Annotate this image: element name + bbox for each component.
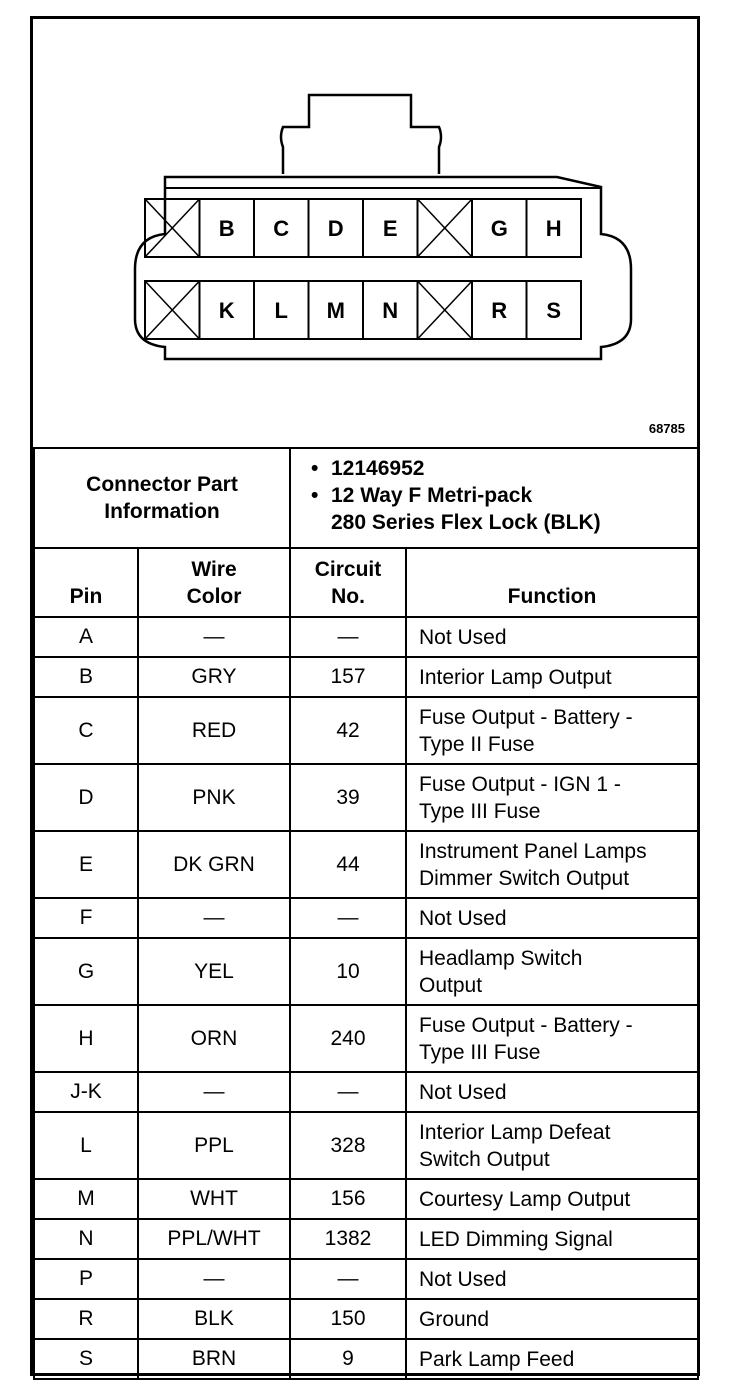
cavity-label: B: [218, 216, 235, 241]
pin-cell: L: [34, 1112, 138, 1179]
circuit-cell: 39: [290, 764, 406, 831]
function-line: Interior Lamp Output: [419, 665, 612, 689]
wire-color-cell: DK GRN: [138, 831, 290, 898]
pin-cell: P: [34, 1259, 138, 1299]
circuit-cell: 157: [290, 657, 406, 697]
cavity-label: S: [546, 298, 562, 323]
pin-cell: D: [34, 764, 138, 831]
wire-color-cell: WHT: [138, 1179, 290, 1219]
connector-info-item: [311, 482, 697, 536]
wire-color-cell: GRY: [138, 657, 290, 697]
cavity-label: D: [327, 216, 344, 241]
circuit-cell: 42: [290, 697, 406, 764]
function-line: Not Used: [419, 906, 507, 930]
wire-color-cell: BLK: [138, 1299, 290, 1339]
function-line: Ground: [419, 1307, 490, 1331]
function-line: Fuse Output - Battery -: [419, 1013, 633, 1037]
pin-cell: A: [34, 617, 138, 657]
function-cell: [406, 1005, 698, 1072]
function-line: Interior Lamp Defeat: [419, 1120, 611, 1144]
wire-color-cell: —: [138, 1072, 290, 1112]
function-line: Fuse Output - Battery -: [419, 705, 633, 729]
circuit-cell: —: [290, 898, 406, 938]
wire-color-cell: PPL: [138, 1112, 290, 1179]
pin-cell: J-K: [34, 1072, 138, 1112]
wire-color-cell: —: [138, 617, 290, 657]
function-cell: [406, 1072, 698, 1112]
function-cell: [406, 898, 698, 938]
function-line: Dimmer Switch Output: [419, 866, 630, 890]
wire-color-cell: —: [138, 1259, 290, 1299]
table-row: [34, 617, 698, 657]
table-row: [34, 1072, 698, 1112]
table-row: [34, 1179, 698, 1219]
pin-cell: F: [34, 898, 138, 938]
pin-cell: M: [34, 1179, 138, 1219]
function-line: Park Lamp Feed: [419, 1347, 575, 1371]
circuit-cell: —: [290, 1259, 406, 1299]
wire-color-cell: ORN: [138, 1005, 290, 1072]
circuit-cell: 240: [290, 1005, 406, 1072]
function-cell: [406, 1259, 698, 1299]
function-cell: [406, 1299, 698, 1339]
connector-sheet: [30, 16, 700, 1376]
pin-cell: S: [34, 1339, 138, 1379]
circuit-cell: 44: [290, 831, 406, 898]
function-cell: [406, 1112, 698, 1179]
wire-color-cell: —: [138, 898, 290, 938]
cavity-label: E: [382, 216, 398, 241]
pin-cell: G: [34, 938, 138, 1005]
function-cell: [406, 764, 698, 831]
circuit-cell: —: [290, 1072, 406, 1112]
cavity-label: M: [326, 298, 345, 323]
function-line: Not Used: [419, 1080, 507, 1104]
function-cell: [406, 1219, 698, 1259]
function-line: Instrument Panel Lamps: [419, 839, 647, 863]
function-line: Type III Fuse: [419, 1040, 541, 1064]
function-cell: [406, 1179, 698, 1219]
connector-pin-table: [33, 447, 699, 1380]
table-row: [34, 1259, 698, 1299]
table-row: [34, 657, 698, 697]
cavity-label: C: [273, 216, 290, 241]
function-cell: [406, 831, 698, 898]
table-row: [34, 1219, 698, 1259]
header-wire-color: Wire Color: [138, 548, 290, 617]
table-header-row: [34, 548, 698, 617]
circuit-cell: 328: [290, 1112, 406, 1179]
function-line: Not Used: [419, 625, 507, 649]
cavity-label: L: [274, 298, 288, 323]
cavity-label: H: [545, 216, 562, 241]
connector-info-label-line2: Information: [104, 500, 220, 523]
function-cell: [406, 1339, 698, 1379]
circuit-cell: 9: [290, 1339, 406, 1379]
function-line: LED Dimming Signal: [419, 1227, 613, 1251]
connector-latch: [281, 95, 441, 174]
function-cell: [406, 938, 698, 1005]
table-row: [34, 938, 698, 1005]
function-line: Type II Fuse: [419, 732, 535, 756]
wire-color-cell: RED: [138, 697, 290, 764]
figure-reference-number: 68785: [648, 421, 685, 436]
connector-info-list: [290, 448, 698, 548]
table-row: [34, 697, 698, 764]
header-pin: Pin: [34, 548, 138, 617]
connector-housing: [135, 177, 631, 359]
function-line: Switch Output: [419, 1147, 550, 1171]
function-line: Courtesy Lamp Output: [419, 1187, 631, 1211]
pin-cell: N: [34, 1219, 138, 1259]
table-row: [34, 1299, 698, 1339]
cavity-label: G: [490, 216, 508, 241]
table-row: [34, 1339, 698, 1379]
pin-cell: H: [34, 1005, 138, 1072]
circuit-cell: —: [290, 617, 406, 657]
cavity-label: R: [491, 298, 508, 323]
bullet: •: [311, 457, 319, 480]
table-row: [34, 898, 698, 938]
pin-cell: C: [34, 697, 138, 764]
connector-info-row: [34, 448, 698, 548]
connector-face-diagram: [33, 19, 697, 447]
table-row: [34, 1112, 698, 1179]
function-cell: [406, 657, 698, 697]
function-line: Type III Fuse: [419, 799, 541, 823]
wire-color-cell: YEL: [138, 938, 290, 1005]
function-line: Headlamp Switch: [419, 946, 583, 970]
connector-info-label-line1: Connector Part: [86, 473, 238, 496]
function-line: Output: [419, 973, 483, 997]
table-row: [34, 831, 698, 898]
circuit-cell: 1382: [290, 1219, 406, 1259]
cavity-label: N: [382, 298, 399, 323]
header-function: Function: [406, 548, 698, 617]
wire-color-cell: BRN: [138, 1339, 290, 1379]
connector-drawing: [33, 19, 697, 447]
table-row: [34, 764, 698, 831]
circuit-cell: 10: [290, 938, 406, 1005]
header-circuit-no: Circuit No.: [290, 548, 406, 617]
pin-cell: B: [34, 657, 138, 697]
function-cell: [406, 697, 698, 764]
connector-series: 280 Series Flex Lock (BLK): [331, 511, 601, 534]
wire-color-cell: PNK: [138, 764, 290, 831]
wire-color-cell: PPL/WHT: [138, 1219, 290, 1259]
cavity-label: K: [218, 298, 235, 323]
pin-cell: R: [34, 1299, 138, 1339]
table-row: [34, 1005, 698, 1072]
connector-info-label: [34, 448, 290, 548]
function-line: Not Used: [419, 1267, 507, 1291]
connector-info-item: [311, 455, 697, 482]
connector-type: 12 Way F Metri-pack: [331, 484, 533, 507]
circuit-cell: 156: [290, 1179, 406, 1219]
function-cell: [406, 617, 698, 657]
part-number: 12146952: [331, 457, 425, 480]
bullet: •: [311, 484, 319, 507]
circuit-cell: 150: [290, 1299, 406, 1339]
pin-cell: E: [34, 831, 138, 898]
function-line: Fuse Output - IGN 1 -: [419, 772, 621, 796]
